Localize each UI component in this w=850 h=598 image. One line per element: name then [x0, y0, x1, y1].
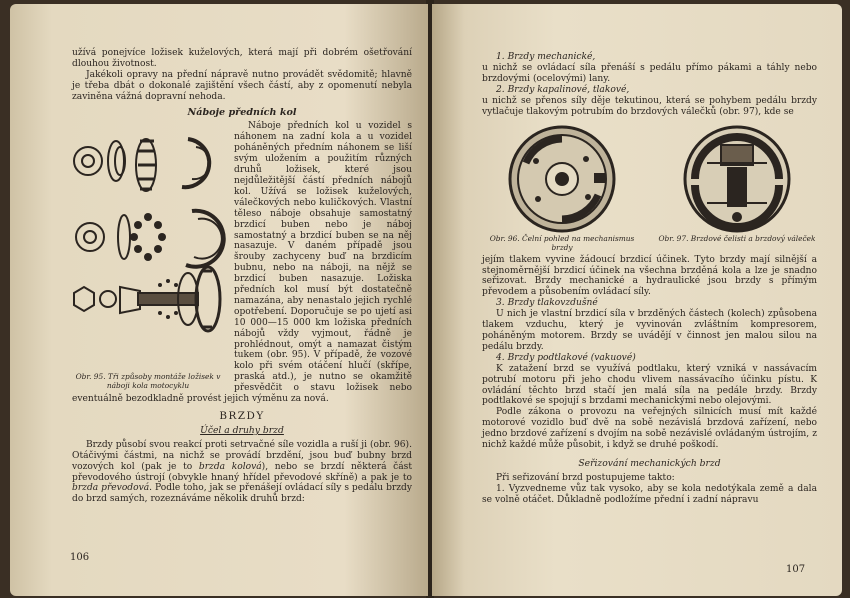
right-para-adjust: Při seřizování brzd postupujeme takto: [496, 472, 675, 483]
item2-text: u nichž se přenos síly děje tekutinou, která se pohybem pedálu brzdy vytlačuje tlakovým potrubím do brzdových válečků (obr. 97), kde se [482, 95, 817, 117]
right-para-hydraulic: jejím tlakem vyvine žádoucí brzdicí účinek. Tyto brzdy mají silnější a stejnoměrnější brzdicí účinek na všechna brzděná kola a lze je snadno seřizovat. Brzdy mechanické a hydraulické jsou brzdy s přímým převodem a působením ovládací síly. [482, 254, 817, 298]
bearings-illustration [68, 121, 228, 373]
right-para-step1: 1. Vyzvedneme vůz tak vysoko, aby se kola nedotýkala země a dala se volně otáčet. Důkladně podložíme přední i zadní nápravu [482, 483, 817, 505]
para4-part-c: . Podle toho, jak se přenášejí ovládací síly s pedálu brzdy do brzd samých, rozeznáváme několik druhů brzd: [72, 483, 412, 505]
figure-97 [657, 123, 817, 252]
page-number-left: 106 [70, 552, 90, 563]
subheading-purpose: Účel a druhy brzd [200, 424, 284, 436]
para4-part-b: ), nebo se brzdí některá část převodového ústrojí (obvykle hnaný hřídel převodové skříně) a pak je to [72, 461, 412, 483]
para4-em-wheel-brake: brzda kolová [198, 461, 262, 472]
figure-97-caption: Obr. 97. Brzdové čelisti a brzdový váleček [658, 234, 816, 244]
right-page-text [482, 52, 817, 506]
figure-95-caption: Obr. 95. Tři způsoby montáže ložisek v náboji kola motocyklu [75, 372, 221, 391]
brake-shoes-illustration [677, 123, 797, 235]
heading-adjusting: Seřizování mechanických brzd [578, 457, 721, 469]
heading-brakes: BRZDY [219, 410, 265, 422]
left-para-brakes [72, 440, 412, 505]
figure-96-caption: Obr. 96. Čelní pohled na mechanismus brzdy [489, 234, 635, 253]
item2-title: 2. Brzdy kapalinové, tlakové, [496, 84, 630, 95]
left-para-2: Jakékoli opravy na přední nápravě nutno provádět svědomitě; hlavně je třeba dbát o dokonalé zajištění všech částí, aby z opomenutí nebyla zaviněna vážná dopravní nehoda. [72, 69, 412, 102]
brake-front-view-illustration [502, 123, 622, 235]
item1-text: u nichž se ovládací síla přenáší s pedálu přímo pákami a táhly nebo brzdovými (ocelovými) lany. [482, 62, 817, 84]
figure-95 [68, 121, 228, 393]
para4-em-transmission-brake: brzda převodová [72, 483, 150, 494]
heading-front-hubs: Náboje předních kol [187, 106, 297, 118]
item3-title: 3. Brzdy tlakovzdušné [496, 298, 598, 309]
left-page-text [72, 48, 412, 505]
item4-title: 4. Brzdy podtlakové (vakuové) [496, 352, 636, 363]
left-para-1: užívá ponejvíce ložisek kuželových, která mají při dobrém ošetřování dlouhou životnost. [72, 48, 412, 69]
right-para-law: Podle zákona o provozu na veřejných silnicích musí mít každé motorové vozidlo buď dvě na sobě nezávislá brzdová zařízení, nebo jedno brzdové zařízení s dvojím na sobě nezávislé ovládaným ústrojím, z nichž každé může působit, i když se druhé poškodí. [482, 407, 817, 451]
left-para-hubs: Náboje předních kol u vozidel s náhonem na zadní kola a u vozidel poháněných předním náhonem se liší svým uložením a použitím různých druhů ložisek, které jsou nejdůležitější částí předních nábojů kol. Užívá se ložisek kuželových, válečkových nebo kuličkových. Vlastní těleso náboje obsahuje samostatný brzdicí buben nebo je náboj samostatný a brzdicí buben se na něj nasazuje. V daném případě jsou šrouby zachyceny buď na brzdicím bubnu, nebo na náboji, na nějž se brzdicí buben nasazuje. Ložiska předních kol musí být dostatečně namazána, aby nenastalo jejich rychlé opotřebení. Doporučuje se po ujetí asi 10 000—15 000 km ložiska předních nábojů vždy vyjmout, řádně je prohlédnout, omýt a namazat čistým tukem (obr. 95). V případě, že vozové kolo při svém otáčení hlučí (skřípe, praská atd.), je nutno se okamžitě přesvědčit o stavu ložisek nebo eventuálně bezodkladně provést jejich výměnu za nová. [72, 121, 412, 405]
item3-text: U nich je vlastní brzdicí síla v brzděných částech (kolech) způsobena tlakem vzduchu, který je vyvinován zvláštním kompresorem, poháněným motorem. Brzdy se uvádějí v činnost jen malou silou na pedálu brzdy. [482, 309, 817, 352]
item4-text: K zatažení brzd se využívá podtlaku, který vzniká v nassávacím potrubí motoru při jeho chodu vlivem nassávacího účinku pístu. K ovládání těchto brzd stačí jen malá síla na pedále brzdy. Brzdy podtlakové se spojují s brzdami mechanickými nebo olejovými. [482, 363, 817, 407]
para4-part-a: Brzdy působí svou reakcí proti setrvačné síle vozidla a ruší ji (obr. 96). Otáčivými částmi, na nichž se provádí brzdění, jsou buď bubny brzd vozových kol (pak je to [72, 439, 412, 472]
right-page [432, 4, 842, 596]
figure-96 [482, 123, 642, 252]
item1-title: 1. Brzdy mechanické, [496, 52, 596, 62]
page-number-right: 107 [786, 564, 806, 575]
left-page [10, 4, 428, 596]
figures-96-97 [482, 123, 817, 252]
